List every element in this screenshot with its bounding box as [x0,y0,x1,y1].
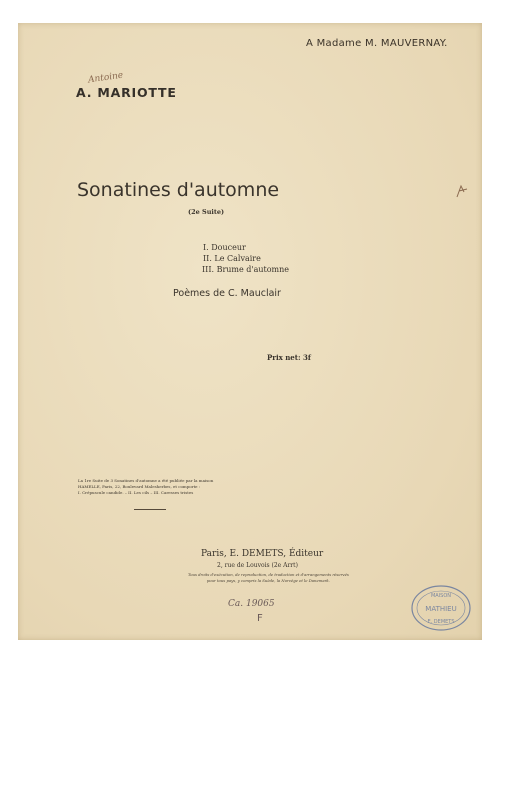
call-number: Ca. 19065 [228,599,275,609]
suite-label: (2e Suite) [188,208,225,216]
cover-page [18,23,482,640]
movement-item: II. Le Calvaire [203,254,261,263]
handwritten-first-name: Antoine [87,70,124,86]
note-line: HAMELLE, Paris, 22, Boulevard Malesherbes, et comporte : [78,484,201,489]
movements-list [203,242,289,275]
rights-notice [188,572,349,583]
stamp-text: E. DEMETS [427,619,455,625]
poems-credit: Poèmes de C. Mauclair [173,288,281,299]
publisher-address: 2, rue de Louvois (2e Arrt) [217,562,298,569]
rights-line: pour tous pays, y compris la Suède, la Norvège et le Danemark. [206,577,330,583]
first-suite-note [78,478,213,496]
publisher: Paris, E. DEMETS, Éditeur [201,549,324,559]
divider [134,509,166,510]
composer-name: A. MARIOTTE [76,85,177,100]
stamp-text: MAISON [430,593,452,599]
movement-item: I. Douceur [203,243,246,252]
dedication: A Madame M. MAUVERNAY. [306,38,448,49]
note-line: La 1re Suite de 3 Sonatines d'automne a été publiée par la maison [78,478,214,483]
price: Prix net: 3f [267,353,311,362]
shelf-mark: F [257,613,263,624]
movement-item: III. Brume d'automne [202,265,290,274]
work-title: Sonatines d'automne [77,179,280,201]
rights-line: Tous droits d'exécution, de reproduction, de traduction et d'arrangements réservés [188,572,349,577]
stamp-text: MATHIEU [425,605,457,613]
handwritten-mark [455,183,469,203]
publisher-stamp [410,583,472,633]
note-line: I. Crépuscule candide. – II. Les cils – III. Caresses tristes [78,490,194,495]
